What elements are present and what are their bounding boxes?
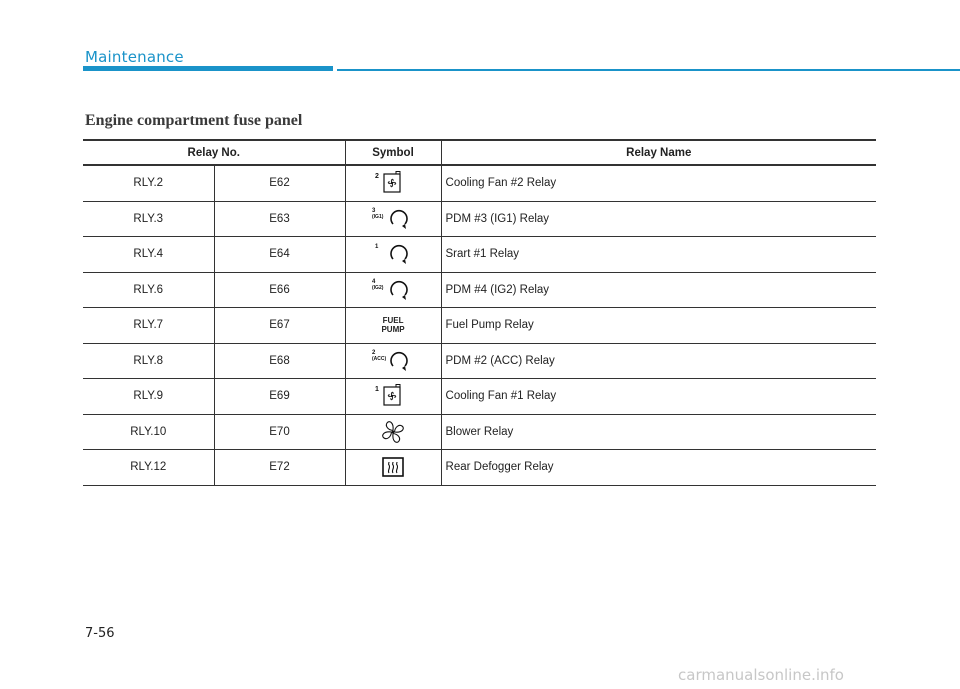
symbol-cell [345, 379, 441, 415]
fuel-pump-symbol [346, 316, 441, 334]
header-rule-thin [337, 69, 960, 71]
relay-name: Rear Defogger Relay [441, 450, 876, 486]
header-rule-thick [83, 66, 333, 71]
page-number: 7-56 [85, 626, 115, 641]
symbol-label: FUEL [382, 316, 404, 326]
watermark: carmanualsonline.info [678, 666, 844, 684]
symbol-sublabel: (IG2) [372, 284, 384, 291]
relay-code: E70 [214, 414, 345, 450]
relay-number: RLY.6 [83, 272, 214, 308]
relay-code: E68 [214, 343, 345, 379]
relay-number: RLY.7 [83, 308, 214, 344]
table-header-row [83, 140, 876, 165]
table-row [83, 165, 876, 201]
table-row [83, 272, 876, 308]
symbol-cell [345, 165, 441, 201]
relay-name: PDM #2 (ACC) Relay [441, 343, 876, 379]
ignition-relay-icon [371, 240, 415, 268]
rear-defogger-icon [380, 455, 406, 479]
relay-code: E63 [214, 201, 345, 237]
symbol-cell [345, 237, 441, 273]
symbol-sublabel: PUMP [381, 325, 405, 335]
symbol-sublabel: (ACC) [372, 355, 387, 362]
table-row [83, 308, 876, 344]
relay-name: Blower Relay [441, 414, 876, 450]
column-header-relay-name: Relay Name [441, 140, 876, 165]
symbol-label: 2 [372, 349, 376, 356]
symbol-cell [345, 414, 441, 450]
ignition-relay-icon [371, 276, 415, 304]
relay-name: Cooling Fan #1 Relay [441, 379, 876, 415]
relay-code: E67 [214, 308, 345, 344]
blower-fan-icon [379, 418, 407, 446]
symbol-cell [345, 201, 441, 237]
relay-name: Cooling Fan #2 Relay [441, 165, 876, 201]
relay-name: Srart #1 Relay [441, 237, 876, 273]
cooling-fan-relay-icon [373, 170, 413, 196]
table-row [83, 343, 876, 379]
page-title: Engine compartment fuse panel [85, 112, 303, 129]
symbol-cell [345, 450, 441, 486]
symbol-label: 1 [375, 386, 379, 394]
relay-number: RLY.8 [83, 343, 214, 379]
relay-code: E64 [214, 237, 345, 273]
relay-table [83, 139, 876, 486]
relay-code: E72 [214, 450, 345, 486]
relay-name: PDM #3 (IG1) Relay [441, 201, 876, 237]
column-header-relay-no: Relay No. [83, 140, 345, 165]
relay-number: RLY.3 [83, 201, 214, 237]
table-row [83, 414, 876, 450]
column-header-symbol: Symbol [345, 140, 441, 165]
table-row [83, 237, 876, 273]
relay-number: RLY.4 [83, 237, 214, 273]
relay-name: PDM #4 (IG2) Relay [441, 272, 876, 308]
relay-number: RLY.2 [83, 165, 214, 201]
symbol-sublabel: (IG1) [372, 213, 384, 220]
cooling-fan-relay-icon [373, 383, 413, 409]
ignition-relay-icon [371, 205, 415, 233]
relay-number: RLY.10 [83, 414, 214, 450]
symbol-cell [345, 343, 441, 379]
section-header: Maintenance [85, 48, 184, 66]
relay-code: E69 [214, 379, 345, 415]
symbol-label: 4 [372, 278, 376, 285]
relay-number: RLY.12 [83, 450, 214, 486]
symbol-label: 2 [375, 173, 379, 181]
relay-number: RLY.9 [83, 379, 214, 415]
ignition-relay-icon [371, 347, 415, 375]
relay-code: E66 [214, 272, 345, 308]
relay-code: E62 [214, 165, 345, 201]
symbol-label: 3 [372, 207, 376, 214]
symbol-label: 1 [375, 244, 379, 251]
table-row [83, 379, 876, 415]
table-row [83, 201, 876, 237]
relay-name: Fuel Pump Relay [441, 308, 876, 344]
table-row [83, 450, 876, 486]
symbol-cell [345, 272, 441, 308]
symbol-cell [345, 308, 441, 344]
